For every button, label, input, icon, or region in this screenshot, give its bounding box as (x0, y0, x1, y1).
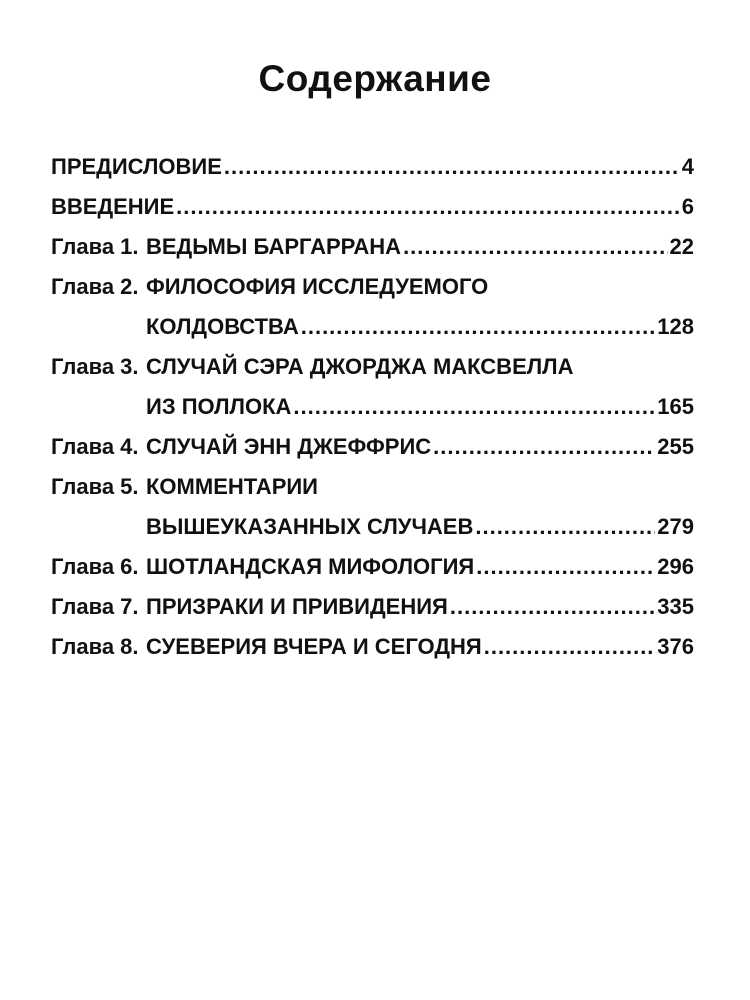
chapter-number: Глава 6. (51, 554, 139, 579)
toc-entry-preface[interactable] (51, 147, 694, 187)
chapter-number: Глава 4. (51, 434, 139, 459)
toc-entry-title: ВВЕДЕНИЕ (51, 194, 175, 219)
toc-line (51, 587, 694, 627)
toc-entry-chapter-5[interactable] (51, 467, 694, 547)
toc-page-number: 335 (657, 594, 694, 619)
toc-entry-title: СЛУЧАЙ ЭНН ДЖЕФФРИС (146, 434, 432, 459)
dot-leader (403, 227, 667, 267)
chapter-number: Глава 8. (51, 634, 139, 659)
dot-leader (450, 587, 655, 627)
dot-leader (476, 547, 655, 587)
toc-entry-chapter-6[interactable] (51, 547, 694, 587)
toc-page-number: 376 (657, 634, 694, 659)
toc-page-number: 296 (657, 554, 694, 579)
dot-leader (475, 507, 655, 547)
dot-leader (433, 427, 655, 467)
page-title: Содержание (258, 58, 492, 99)
toc-line (51, 547, 694, 587)
dot-leader (293, 387, 655, 427)
dot-leader (176, 187, 680, 227)
toc-entry-title: СУЕВЕРИЯ ВЧЕРА И СЕГОДНЯ (146, 634, 482, 659)
toc-entry-chapter-2[interactable] (51, 267, 694, 347)
toc-page-number: 128 (657, 314, 694, 339)
toc-line (51, 507, 694, 547)
toc-entry-title: ПРЕДИСЛОВИЕ (51, 154, 222, 179)
toc-line (51, 387, 694, 427)
toc-entry-title-line2: ВЫШЕУКАЗАННЫХ СЛУЧАЕВ (146, 514, 474, 539)
toc-line (51, 427, 694, 467)
toc-page-number: 255 (657, 434, 694, 459)
dot-leader (224, 147, 680, 187)
toc-page-number: 22 (669, 234, 694, 259)
toc-line (51, 347, 694, 387)
toc-entry-introduction[interactable] (51, 187, 694, 227)
table-of-contents (51, 147, 694, 667)
chapter-number: Глава 3. (51, 354, 139, 379)
toc-entry-title-line1: СЛУЧАЙ СЭРА ДЖОРДЖА МАКСВЕЛЛА (146, 354, 574, 379)
toc-entry-title-line1: КОММЕНТАРИИ (146, 474, 318, 499)
toc-line (51, 307, 694, 347)
toc-entry-chapter-7[interactable] (51, 587, 694, 627)
toc-page-number: 6 (681, 194, 694, 219)
toc-line (51, 627, 694, 667)
chapter-number: Глава 2. (51, 274, 139, 299)
toc-entry-chapter-8[interactable] (51, 627, 694, 667)
chapter-number: Глава 5. (51, 474, 139, 499)
toc-entry-title: ПРИЗРАКИ И ПРИВИДЕНИЯ (146, 594, 448, 619)
toc-line (51, 187, 694, 227)
dot-leader (301, 307, 656, 347)
toc-entry-chapter-4[interactable] (51, 427, 694, 467)
toc-page-number: 165 (657, 394, 694, 419)
chapter-number: Глава 1. (51, 234, 139, 259)
toc-entry-chapter-3[interactable] (51, 347, 694, 427)
chapter-number: Глава 7. (51, 594, 139, 619)
toc-line (51, 147, 694, 187)
toc-entry-title-line1: ФИЛОСОФИЯ ИССЛЕДУЕМОГО (146, 274, 489, 299)
toc-entry-chapter-1[interactable] (51, 227, 694, 267)
toc-page-number: 279 (657, 514, 694, 539)
dot-leader (484, 627, 656, 667)
toc-line (51, 267, 694, 307)
toc-page-number: 4 (681, 154, 694, 179)
toc-line (51, 227, 694, 267)
toc-entry-title-line2: ИЗ ПОЛЛОКА (146, 394, 292, 419)
toc-entry-title: ВЕДЬМЫ БАРГАРРАНА (146, 234, 402, 259)
toc-entry-title-line2: КОЛДОВСТВА (146, 314, 299, 339)
toc-entry-title: ШОТЛАНДСКАЯ МИФОЛОГИЯ (146, 554, 475, 579)
toc-line (51, 467, 694, 507)
